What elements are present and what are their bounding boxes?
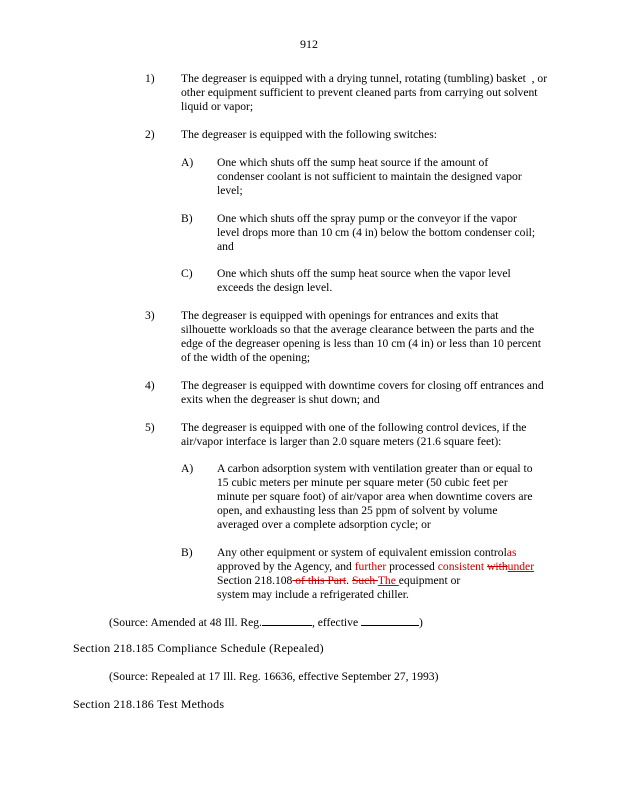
sub-item-letter: C) <box>181 267 193 280</box>
deleted-text: with <box>487 560 508 573</box>
source-prefix: (Source: Amended at 48 Ill. Reg. <box>109 616 262 629</box>
sub-item-letter: B) <box>181 546 193 559</box>
list-item-text: The degreaser is equipped with openings for entrances and exits that silhouette workloads so that the average clearance between the parts and the edge of the degreaser opening is less than 10 cm (4 in) or less than 10 percent of the width of the opening; <box>181 309 541 364</box>
sub-item-text: One which shuts off the sump heat source when the vapor level exceeds the design level. <box>217 267 511 294</box>
inserted-text: The <box>377 574 399 587</box>
list-item-number: 3) <box>145 309 155 322</box>
text-segment: . <box>346 574 352 587</box>
inserted-text: as <box>506 546 517 559</box>
text-segment: processed <box>386 560 438 573</box>
list-item-number: 1) <box>145 72 155 85</box>
inserted-text: further <box>354 560 387 573</box>
deleted-text: Such <box>351 574 378 587</box>
sub-item-text: One which shuts off the sump heat source if the amount of condenser coolant is not sufficient to maintain the designed vapor level; <box>217 156 522 197</box>
page-number: 912 <box>300 37 318 51</box>
blank-line <box>262 614 312 626</box>
sub-item-letter: A) <box>181 462 194 475</box>
list-item-number: 4) <box>145 379 155 392</box>
deleted-text: of this Part <box>292 574 347 587</box>
text-segment: approved by the Agency, and <box>217 560 355 573</box>
list-item-text: The degreaser is equipped with downtime covers for closing off entrances and exits when the degreaser is shut down; and <box>181 379 544 406</box>
source-note-repealed: (Source: Repealed at 17 Ill. Reg. 16636, effective September 27, 1993) <box>109 670 439 683</box>
list-item-number: 5) <box>145 421 155 434</box>
list-item-number: 2) <box>145 128 155 141</box>
text-segment: equipment or <box>398 574 461 587</box>
list-item-text: The degreaser is equipped with a drying tunnel, rotating (tumbling) basket , or other equipment sufficient to prevent cleaned parts from carrying out solvent liquid or vapor; <box>181 72 548 113</box>
text-segment: Any other equipment or system of equivalent emission control <box>217 546 507 559</box>
section-heading-218-186: Section 218.186 Test Methods <box>73 697 225 711</box>
text-segment: Section 218.108 <box>217 574 293 587</box>
section-heading-218-185: Section 218.185 Compliance Schedule (Repealed) <box>73 641 324 655</box>
source-note-amended <box>109 614 423 630</box>
sub-item-text <box>217 546 539 602</box>
source-suffix: ) <box>418 616 423 629</box>
sub-item-letter: A) <box>181 156 194 169</box>
list-item-text: The degreaser is equipped with the following switches: <box>181 128 437 141</box>
text-segment: system may include a refrigerated chiller. <box>217 588 409 601</box>
inserted-text: under <box>507 560 535 573</box>
list-item-text: The degreaser is equipped with one of the following control devices, if the air/vapor interface is larger than 2.0 square meters (21.6 square feet): <box>181 421 527 448</box>
inserted-text: consistent <box>437 560 485 573</box>
blank-line <box>361 614 419 626</box>
sub-item-text: One which shuts off the spray pump or the conveyor if the vapor level drops more than 10 cm (4 in) below the bottom condenser coil; and <box>217 212 536 253</box>
source-middle: , effective <box>311 616 361 629</box>
sub-item-text: A carbon adsorption system with ventilation greater than or equal to 15 cubic meters per minute per square meter (50 cubic feet per minute per square foot) of air/vapor area when downtime covers are open, and exhausting less than 25 ppm of solvent by volume averaged over a complete adsorption cycle; or <box>217 462 533 531</box>
sub-item-letter: B) <box>181 212 193 225</box>
